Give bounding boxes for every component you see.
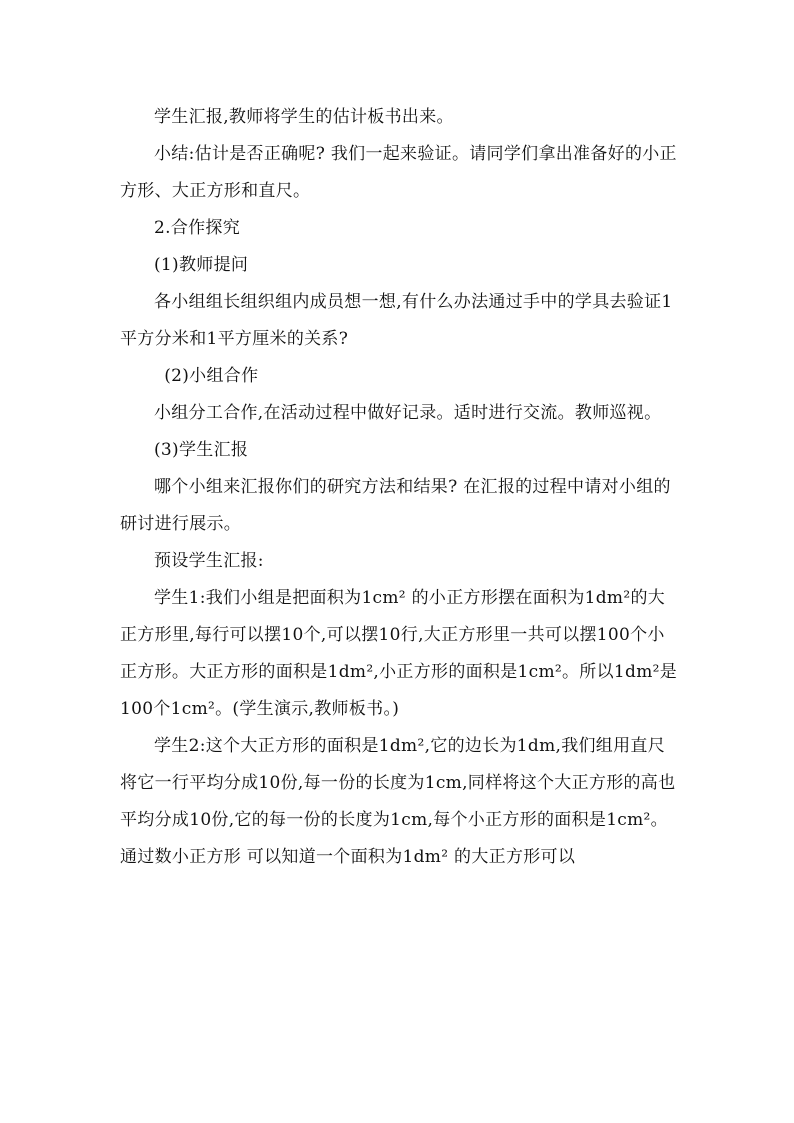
paragraph-5: 哪个小组来汇报你们的研究方法和结果? 在汇报的过程中请对小组的研讨进行展示。 bbox=[120, 477, 671, 534]
subheading-teacher-question: (1)教师提问 bbox=[154, 255, 249, 275]
paragraph-2: 小结:估计是否正确呢? 我们一起来验证。请同学们拿出准备好的小正方形、大正方形和直尺。 bbox=[120, 144, 677, 201]
subheading-group-cooperation: (2)小组合作 bbox=[164, 366, 259, 386]
paragraph-8: 学生2:这个大正方形的面积是1dm²,它的边长为1dm,我们组用直尺将它一行平均分成10份,每一份的长度为1cm,同样将这个大正方形的高也平均分成10份,它的每一份的长度为1cm,每个小正方形的面积是1cm²。通过数小正方形 可以知道一个面积为1dm² 的大正方形可以 bbox=[120, 736, 676, 867]
subheading-student-report: (3)学生汇报 bbox=[154, 440, 249, 460]
section-heading-cooperative-inquiry: 2.合作探究 bbox=[154, 218, 241, 238]
paragraph-1: 学生汇报,教师将学生的估计板书出来。 bbox=[154, 107, 454, 127]
paragraph-4: 小组分工合作,在活动过程中做好记录。适时进行交流。教师巡视。 bbox=[154, 403, 662, 423]
document-body bbox=[120, 99, 680, 876]
paragraph-3: 各小组组长组织组内成员想一想,有什么办法通过手中的学具去验证1平方分米和1平方厘米的关系? bbox=[120, 292, 673, 349]
paragraph-7: 学生1:我们小组是把面积为1cm² 的小正方形摆在面积为1dm²的大正方形里,每行可以摆10个,可以摆10行,大正方形里一共可以摆100个小正方形。大正方形的面积是1dm²,小正方形的面积是1cm²。所以1dm²是100个1cm²。(学生演示,教师板书。) bbox=[120, 588, 678, 719]
paragraph-6: 预设学生汇报: bbox=[154, 551, 264, 571]
